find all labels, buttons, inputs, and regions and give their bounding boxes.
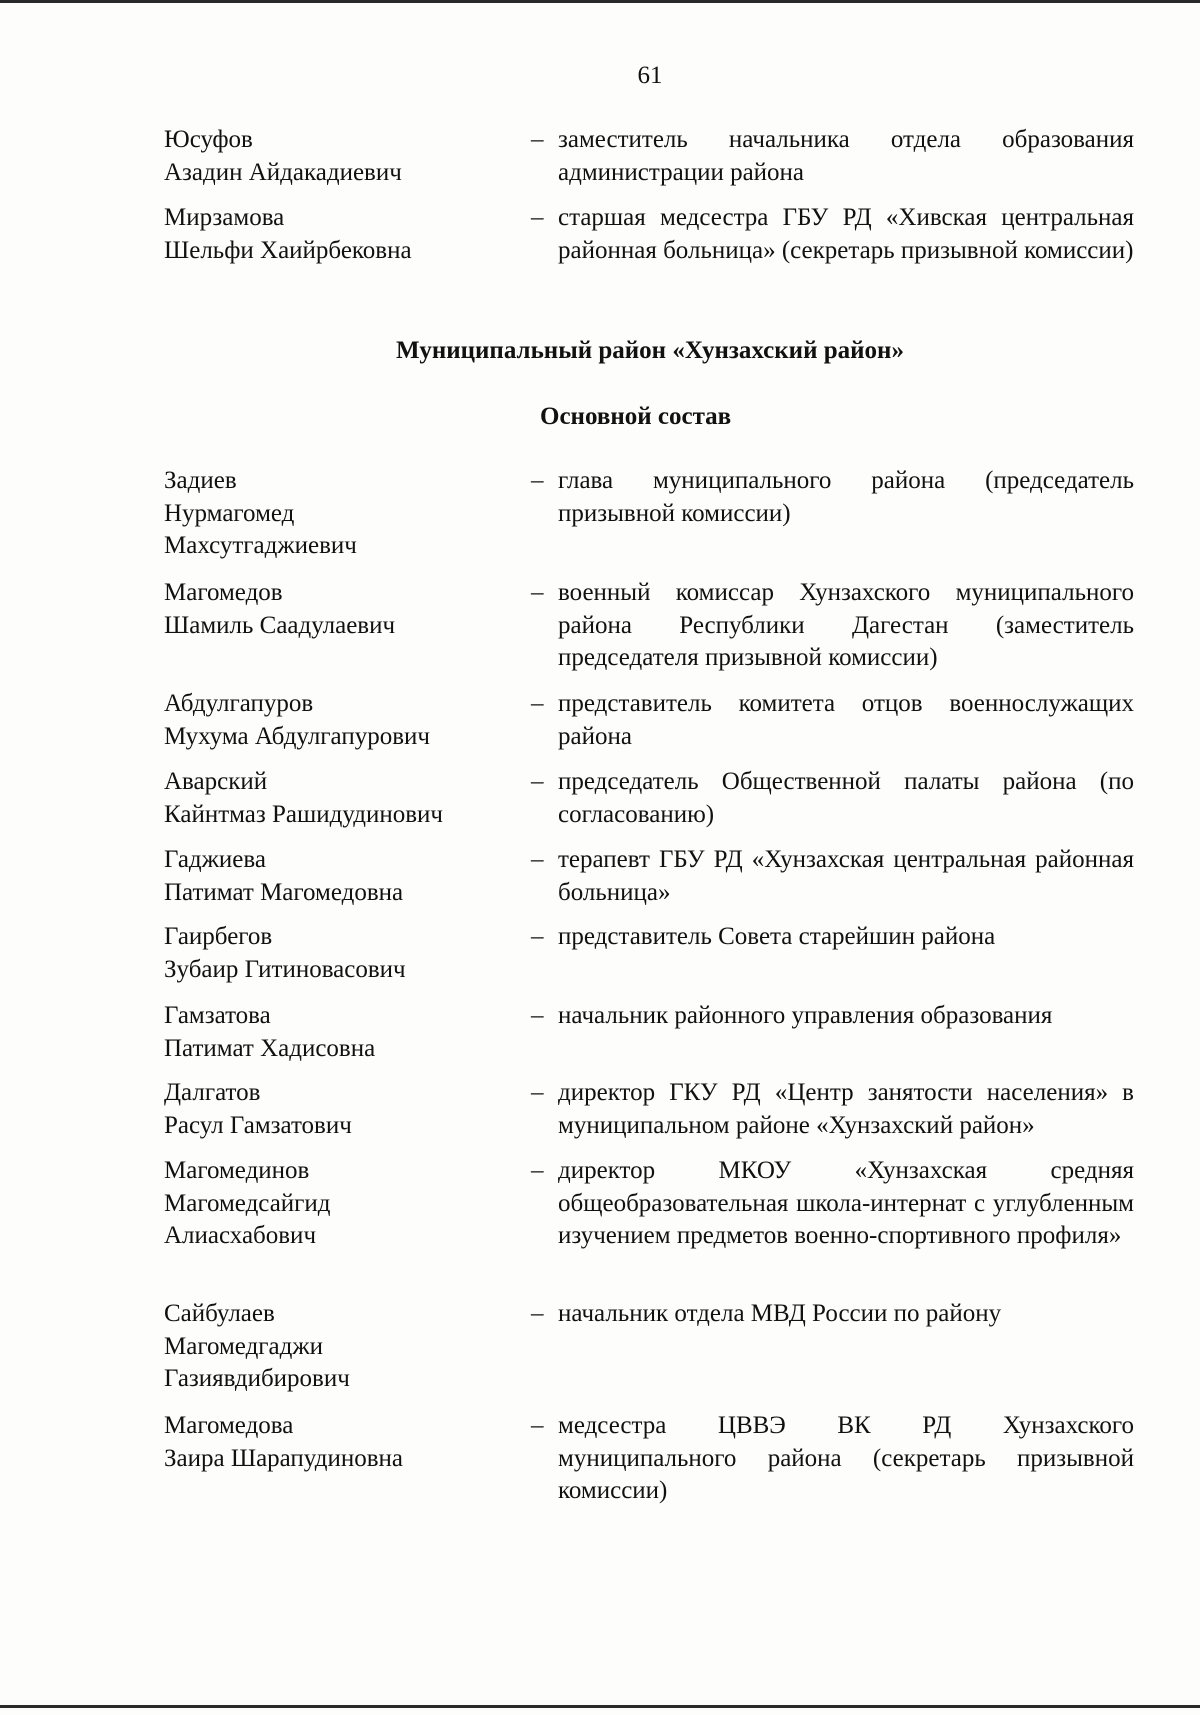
dash: – xyxy=(531,1157,544,1184)
member-name xyxy=(164,202,524,267)
district-title: Муниципальный район «Хунзахский район» xyxy=(396,337,904,364)
dash: – xyxy=(531,690,544,717)
dash: – xyxy=(531,846,544,873)
member-name-line: Магомедгаджи xyxy=(164,1332,324,1360)
member-name xyxy=(164,124,524,189)
member-name-line: Мирзамова xyxy=(164,204,285,231)
member-name xyxy=(164,577,524,642)
member-role: представитель Совета старейшин района xyxy=(558,923,996,950)
member-name-line: Азадин Айдакадиевич xyxy=(164,158,402,186)
member-name xyxy=(164,1000,524,1065)
scan-top-edge xyxy=(0,0,1200,3)
member-name xyxy=(164,1155,524,1253)
member-role: военный комиссар Хунзахского муниципального района Республики Дагестан (заместитель председателя призывной комиссии) xyxy=(558,579,1134,671)
member-name-line: Мухума Абдулгапурович xyxy=(164,722,430,750)
member-name-line: Алиасхабович xyxy=(164,1222,317,1249)
section-subtitle: Основной состав xyxy=(540,403,732,430)
member-name-line: Юсуфов xyxy=(164,126,253,153)
member-name xyxy=(164,1298,524,1396)
member-name-line: Магомедсайгид xyxy=(164,1189,331,1217)
dash: – xyxy=(531,1079,544,1106)
member-role: медсестра ЦВВЭ ВК РД Хунзахского муниципального района (секретарь призывной комиссии) xyxy=(558,1412,1134,1504)
member-name xyxy=(164,921,524,986)
member-name xyxy=(164,1410,524,1475)
member-name-line: Кайнтмаз Рашидудинович xyxy=(164,800,444,828)
member-role: глава муниципального района (председатель призывной комиссии) xyxy=(558,467,1134,527)
member-role: терапевт ГБУ РД «Хунзахская центральная районная больница» xyxy=(558,846,1134,906)
member-name-line: Нурмагомед xyxy=(164,499,295,527)
member-name-line: Шамиль Саадулаевич xyxy=(164,611,396,639)
member-role: старшая медсестра ГБУ РД «Хивская центральная районная больница» (секретарь призывной комиссии) xyxy=(558,204,1134,264)
member-name xyxy=(164,844,524,909)
dash: – xyxy=(531,1300,544,1327)
member-name-line: Гаджиева xyxy=(164,846,266,873)
member-name-line: Расул Гамзатович xyxy=(164,1111,352,1139)
member-name xyxy=(164,1077,524,1142)
member-name xyxy=(164,688,524,753)
member-role: заместитель начальника отдела образования администрации района xyxy=(558,126,1134,186)
member-name-line: Абдулгапуров xyxy=(164,690,314,717)
dash: – xyxy=(531,204,544,231)
member-role: директор МКОУ «Хунзахская средняя общеобразовательная школа-интернат с углубленным изучением предметов военно-спортивного профиля» xyxy=(558,1157,1134,1249)
member-name-line: Сайбулаев xyxy=(164,1300,275,1327)
dash: – xyxy=(531,923,544,950)
dash: – xyxy=(531,768,544,795)
dash: – xyxy=(531,467,544,494)
member-name-line: Далгатов xyxy=(164,1079,261,1106)
member-name-line: Шельфи Хаийрбековна xyxy=(164,236,412,264)
member-role: директор ГКУ РД «Центр занятости населения» в муниципальном районе «Хунзахский район» xyxy=(558,1079,1134,1139)
member-role: начальник районного управления образования xyxy=(558,1002,1053,1029)
member-role: председатель Общественной палаты района (по согласованию) xyxy=(558,768,1134,828)
member-name-line: Магомединов xyxy=(164,1157,310,1184)
member-name-line: Гамзатова xyxy=(164,1002,271,1029)
member-name-line: Задиев xyxy=(164,467,237,494)
member-name-line: Аварский xyxy=(164,768,268,795)
dash: – xyxy=(531,126,544,153)
member-role: представитель комитета отцов военнослужащих района xyxy=(558,690,1134,750)
member-name xyxy=(164,465,524,563)
member-name-line: Газиявдибирович xyxy=(164,1365,350,1392)
dash: – xyxy=(531,1002,544,1029)
member-name-line: Патимат Хадисовна xyxy=(164,1034,376,1062)
member-name-line: Гаирбегов xyxy=(164,923,273,950)
member-name xyxy=(164,766,524,831)
member-role: начальник отдела МВД России по району xyxy=(558,1300,1002,1327)
member-name-line: Магомедов xyxy=(164,579,283,606)
dash: – xyxy=(531,579,544,606)
member-name-line: Магомедова xyxy=(164,1412,294,1439)
page-number: 61 xyxy=(637,62,663,89)
member-name-line: Патимат Магомедовна xyxy=(164,878,404,906)
member-name-line: Махсутгаджиевич xyxy=(164,532,357,559)
dash: – xyxy=(531,1412,544,1439)
member-name-line: Зубаир Гитиновасович xyxy=(164,955,406,983)
member-name-line: Заира Шарапудиновна xyxy=(164,1444,403,1472)
scan-bottom-edge xyxy=(0,1705,1200,1708)
